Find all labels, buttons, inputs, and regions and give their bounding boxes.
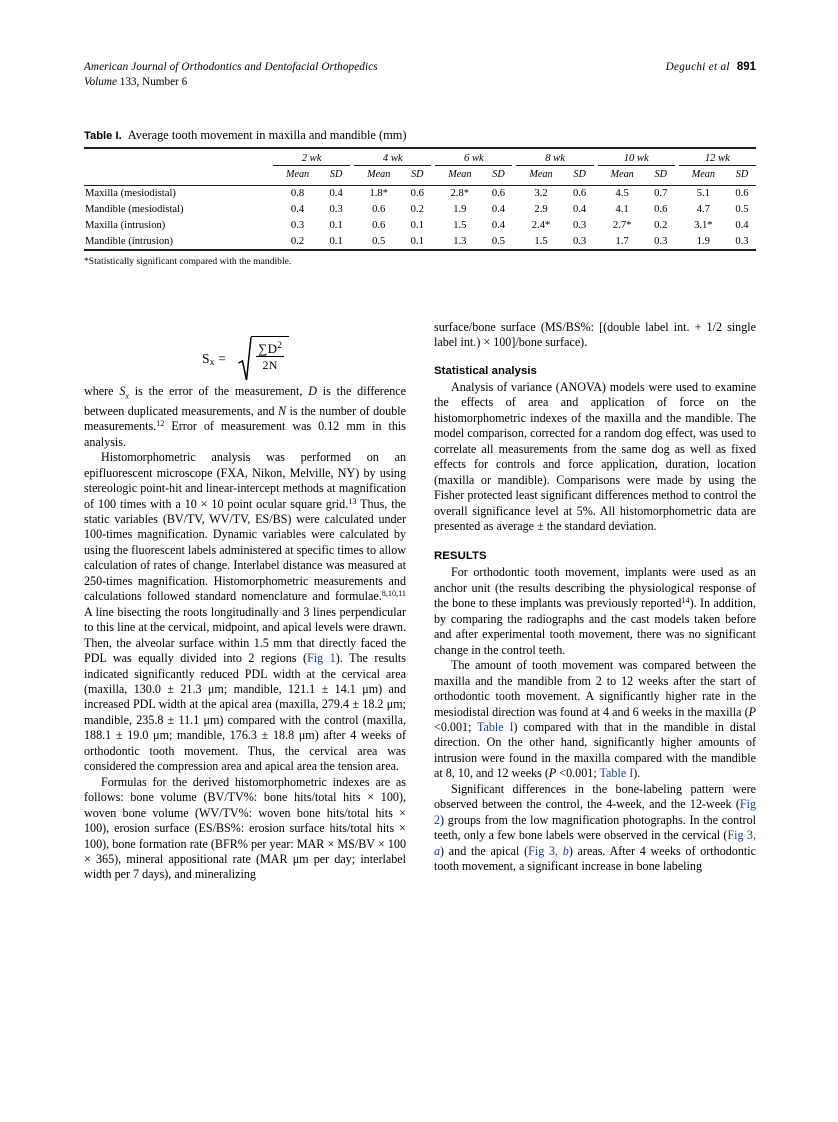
- header-author-page: [666, 60, 756, 75]
- cell: 0.6: [572, 188, 587, 200]
- citation-8-10-11: 8,10,11: [381, 589, 406, 599]
- cell: 1.9: [696, 235, 710, 247]
- equation-lhs-subscript: x: [209, 357, 215, 368]
- cell: 0.5: [735, 204, 749, 216]
- tooth-movement-table: [84, 147, 756, 249]
- group-header-blank: [84, 148, 273, 166]
- group-header-12wk: 12 wk: [679, 148, 756, 166]
- fraction-denominator: 2N: [262, 358, 278, 372]
- table-block: [84, 128, 756, 268]
- cell: 0.8: [290, 188, 305, 200]
- numerator-exponent: 2: [277, 340, 283, 350]
- page-number: 891: [736, 61, 756, 73]
- cell: 2.7*: [612, 219, 632, 231]
- crossref-fig-3a[interactable]: Fig 3, a: [434, 828, 756, 858]
- cell: 0.4: [735, 219, 749, 231]
- crossref-fig-3b[interactable]: Fig 3, b: [528, 843, 569, 858]
- heading-results: RESULTS: [434, 550, 487, 563]
- right-text-column: [434, 320, 756, 875]
- volume-issue: [84, 75, 187, 90]
- cell: 0.4: [329, 188, 343, 200]
- error-of-measurement-equation: [84, 322, 414, 384]
- cell: 0.3: [290, 219, 305, 231]
- numerator-text: ∑D: [258, 341, 278, 356]
- cell: 0.5: [372, 235, 386, 247]
- table-caption: [84, 128, 756, 143]
- equation-lhs: [202, 351, 226, 368]
- cell: 0.6: [654, 204, 668, 216]
- cell: 0.3: [572, 219, 587, 231]
- table-row: [84, 202, 756, 218]
- cell: 0.2: [654, 219, 668, 231]
- paragraph-where-definition: where $S_x$ is the error of the measurement, D is the difference between duplicated measurements, and N is the number of double measurements.$^{12}$ Error of measurement was 0.12 mm in this analysis.: [84, 384, 407, 449]
- left-text-column: [84, 384, 406, 883]
- sub-header-8wk-sd: SD: [573, 169, 586, 180]
- cell: 0.3: [735, 235, 749, 247]
- table-sub-header-row: [84, 166, 756, 186]
- symbol-sx: $S_x$: [119, 384, 129, 401]
- equation-inner: [202, 336, 289, 382]
- cell: 0.4: [572, 204, 587, 216]
- cell: 3.1*: [694, 219, 713, 231]
- group-header-10wk: 10 wk: [598, 148, 675, 166]
- running-head: [84, 60, 756, 94]
- paragraph-histomorphometric-methods: Histomorphometric analysis was performed on an epifluorescent microscope (FXA, Nikon, Melville, NY) by using stereologic point-hit and linear-intercept methods at magnification of 100 times with a 10 × 10 point ocular square grid.$^{13}$ Thus, the static variables (BV/TV, WV/TV, ES/BS) were calculated under 100-times magnification. Dynamic variables were calculated by using the fluorescent labels administered at specific times to allow calculation of rates of change. Interlabel distance was measured at 250-times magnification. Histomorphometric measurements and calculations followed standard nomenclature and formulae.$^{8,10,11}$ A line bisecting the roots longitudinally and 3 lines perpendicular to this line at the cervical, midpoint, and apical levels were drawn. Then, the alveolar surface within 1.5 mm that directly faced the PDL was equally divided into 2 regions (Fig 1). The results indicated significantly reduced PDL width at the cervical area (maxilla, 130.0 ± 21.3 μm; mandible, 121.1 ± 14.1 μm) and increased PDL width at the apical area (maxilla, 279.4 ± 18.2 μm; mandible, 235.8 ± 11.1 μm) compared with the control (maxilla, 188.1 ± 19.0 μm; mandible, 176.3 ± 18.8 μm) after 4 weeks of orthodontic tooth movement. Thus, the cervical area was considered the compression area and apical area the tension area.: [84, 450, 406, 774]
- crossref-fig-2[interactable]: Fig 2: [434, 797, 756, 827]
- row-label: Maxilla (mesiodistal): [85, 188, 176, 200]
- group-header-4wk: 4 wk: [354, 148, 431, 166]
- table-title: Average tooth movement in maxilla and mandible (mm): [127, 128, 407, 142]
- volume-number: 133, Number 6: [116, 76, 188, 88]
- cell: 0.6: [372, 204, 386, 216]
- paragraph-results-tooth-movement: The amount of tooth movement was compared between the maxilla and the mandible from 2 to 12 weeks after the start of orthodontic tooth movement. A significantly higher rate in the mesiodistal direction was found at 4 and 6 weeks in the maxilla (P <0.001; Table I) compared with that in the mandible in distal direction. On the other hand, significantly higher amounts of intrusion were found in the maxilla compared with the mandible at 8, 10, and 12 weeks (P <0.001; Table I).: [434, 658, 756, 781]
- sub-header-6wk-sd: SD: [492, 169, 505, 180]
- sub-header-4wk-mean: Mean: [367, 169, 391, 180]
- author-citation: Deguchi et al: [665, 61, 730, 73]
- citation-14: 14: [681, 596, 690, 606]
- paragraph-results-implants: For orthodontic tooth movement, implants were used as an anchor unit (the results describing the physiological response of the bone to these implants was previously reported$^{14}$). In addition, by comparing the radiographs and the cast models taken before and after experimental tooth movement, there was no significant change in the control teeth.: [434, 565, 756, 657]
- fraction-numerator: [256, 337, 284, 357]
- cell: 0.1: [329, 235, 343, 247]
- crossref-table-1-a[interactable]: Table I: [476, 719, 514, 734]
- cell: 0.6: [491, 188, 506, 200]
- cell: 0.6: [410, 188, 424, 200]
- cell: 1.3: [453, 235, 467, 247]
- cell: 0.4: [491, 204, 506, 216]
- cell: 0.1: [410, 219, 424, 231]
- group-header-8wk: 8 wk: [516, 148, 593, 166]
- crossref-table-1-b[interactable]: Table I: [599, 766, 634, 781]
- cell: 4.1: [615, 204, 629, 216]
- paragraph-results-bone-labeling: Significant differences in the bone-labeling pattern were observed between the control, the 4-week, and the 12-week (Fig 2) groups from the low magnification photographs. In the control teeth, only a few bone labels were observed in the cervical (Fig 3, a) and the apical (Fig 3, b) areas. After 4 weeks of orthodontic tooth movement, a significant increase in bone labeling: [434, 781, 756, 874]
- table-label: Table I.: [84, 130, 122, 142]
- cell: 0.1: [329, 219, 343, 231]
- paragraph-continuation-formulas: surface/bone surface (MS/BS%: [(double label int. + 1/2 single label int.) × 100]/bone surface).: [434, 320, 756, 350]
- cell: 0.6: [735, 188, 749, 200]
- cell: 0.2: [290, 235, 305, 247]
- group-header-2wk: 2 wk: [273, 148, 350, 166]
- table-row: [84, 233, 756, 249]
- table-body: [84, 186, 756, 250]
- sub-header-2wk-sd: SD: [329, 169, 343, 180]
- symbol-d: D: [308, 384, 317, 398]
- symbol-p-value-2: P: [548, 766, 557, 781]
- table-head: [84, 148, 756, 186]
- cell: 2.9: [534, 204, 548, 216]
- volume-label: Volume: [84, 76, 117, 88]
- cell: 0.1: [410, 235, 424, 247]
- sub-header-8wk-mean: Mean: [529, 169, 553, 180]
- row-label: Mandible (mesiodistal): [85, 204, 184, 216]
- symbol-p-value: P: [748, 704, 756, 719]
- table-bottom-rule: [84, 249, 756, 251]
- cell: 1.5: [453, 219, 467, 231]
- cell: 0.4: [491, 219, 506, 231]
- table-footnote: *Statistically significant compared with the mandible.: [84, 256, 292, 268]
- cell: 2.8*: [450, 188, 470, 200]
- cell: 2.4*: [531, 219, 551, 231]
- cell: 0.4: [290, 204, 305, 216]
- table-row: [84, 218, 756, 234]
- cell: 0.2: [410, 204, 424, 216]
- symbol-n: N: [278, 403, 287, 418]
- row-label: Maxilla (intrusion): [85, 219, 166, 231]
- cell: 0.3: [329, 204, 343, 216]
- cell: 1.7: [615, 235, 629, 247]
- journal-title: American Journal of Orthodontics and Dentofacial Orthopedics: [84, 61, 378, 73]
- cell: 3.2: [534, 188, 548, 200]
- citation-12: 12: [156, 419, 165, 429]
- cell: 0.5: [491, 235, 506, 247]
- sub-header-10wk-sd: SD: [654, 169, 667, 180]
- cell: 0.3: [654, 235, 668, 247]
- crossref-fig-1[interactable]: Fig 1: [307, 651, 336, 666]
- sub-header-12wk-sd: SD: [735, 169, 749, 180]
- square-root-icon: [238, 336, 252, 382]
- cell: 0.7: [654, 188, 668, 200]
- sub-header-blank: [84, 166, 273, 186]
- equation-lhs-main: S: [202, 350, 210, 366]
- cell: 4.5: [615, 188, 629, 200]
- paragraph-statistical-analysis: Analysis of variance (ANOVA) models were used to examine the effects of area and application of force on the histomorphometric indexes of the maxilla and the mandible. The model comparison, corrected for a random dog effect, was used to correlate all measurements from the same dog as well as fixed effects for controls and force application, duration, location (maxilla or mandible). Comparisons were made by using the Fisher protected least significant differences method to control the overall significance level at 5%. All histomorphometric data are presented as average ± the standard deviation.: [434, 379, 756, 533]
- cell: 4.7: [696, 204, 710, 216]
- cell: 1.8*: [369, 188, 388, 200]
- radical-expression: [238, 336, 289, 382]
- sub-header-6wk-mean: Mean: [448, 169, 472, 180]
- sub-header-2wk-mean: Mean: [285, 169, 310, 180]
- cell: 1.5: [534, 235, 548, 247]
- paragraph-formulas-indexes: Formulas for the derived histomorphometric indexes are as follows: bone volume (BV/TV%: bone hits/total hits × 100), woven bone volume (WV/TV%: woven bone hits/total hits × 100), erosion surface (ES/BS%: erosion surface hits/total hits × 100), bone formation rate (BFR% per year: MAR × MS/BV × 100 × 365), mineral appositional rate (MAR μm per day; interlabel width per 7 days), and mineralizing: [84, 774, 406, 882]
- citation-13: 13: [348, 496, 357, 506]
- row-label: Mandible (intrusion): [85, 235, 173, 247]
- sub-header-12wk-mean: Mean: [691, 169, 715, 180]
- sub-header-10wk-mean: Mean: [610, 169, 634, 180]
- cell: 1.9: [453, 204, 467, 216]
- cell: 0.3: [572, 235, 587, 247]
- equation-equals: =: [218, 350, 227, 366]
- group-header-6wk: 6 wk: [435, 148, 512, 166]
- cell: 0.6: [372, 219, 386, 231]
- heading-statistical-analysis: Statistical analysis: [434, 364, 537, 377]
- radicand: [251, 336, 289, 382]
- table-row: [84, 186, 756, 202]
- sub-header-4wk-sd: SD: [411, 169, 424, 180]
- table-group-header-row: [84, 148, 756, 166]
- cell: 5.1: [696, 188, 710, 200]
